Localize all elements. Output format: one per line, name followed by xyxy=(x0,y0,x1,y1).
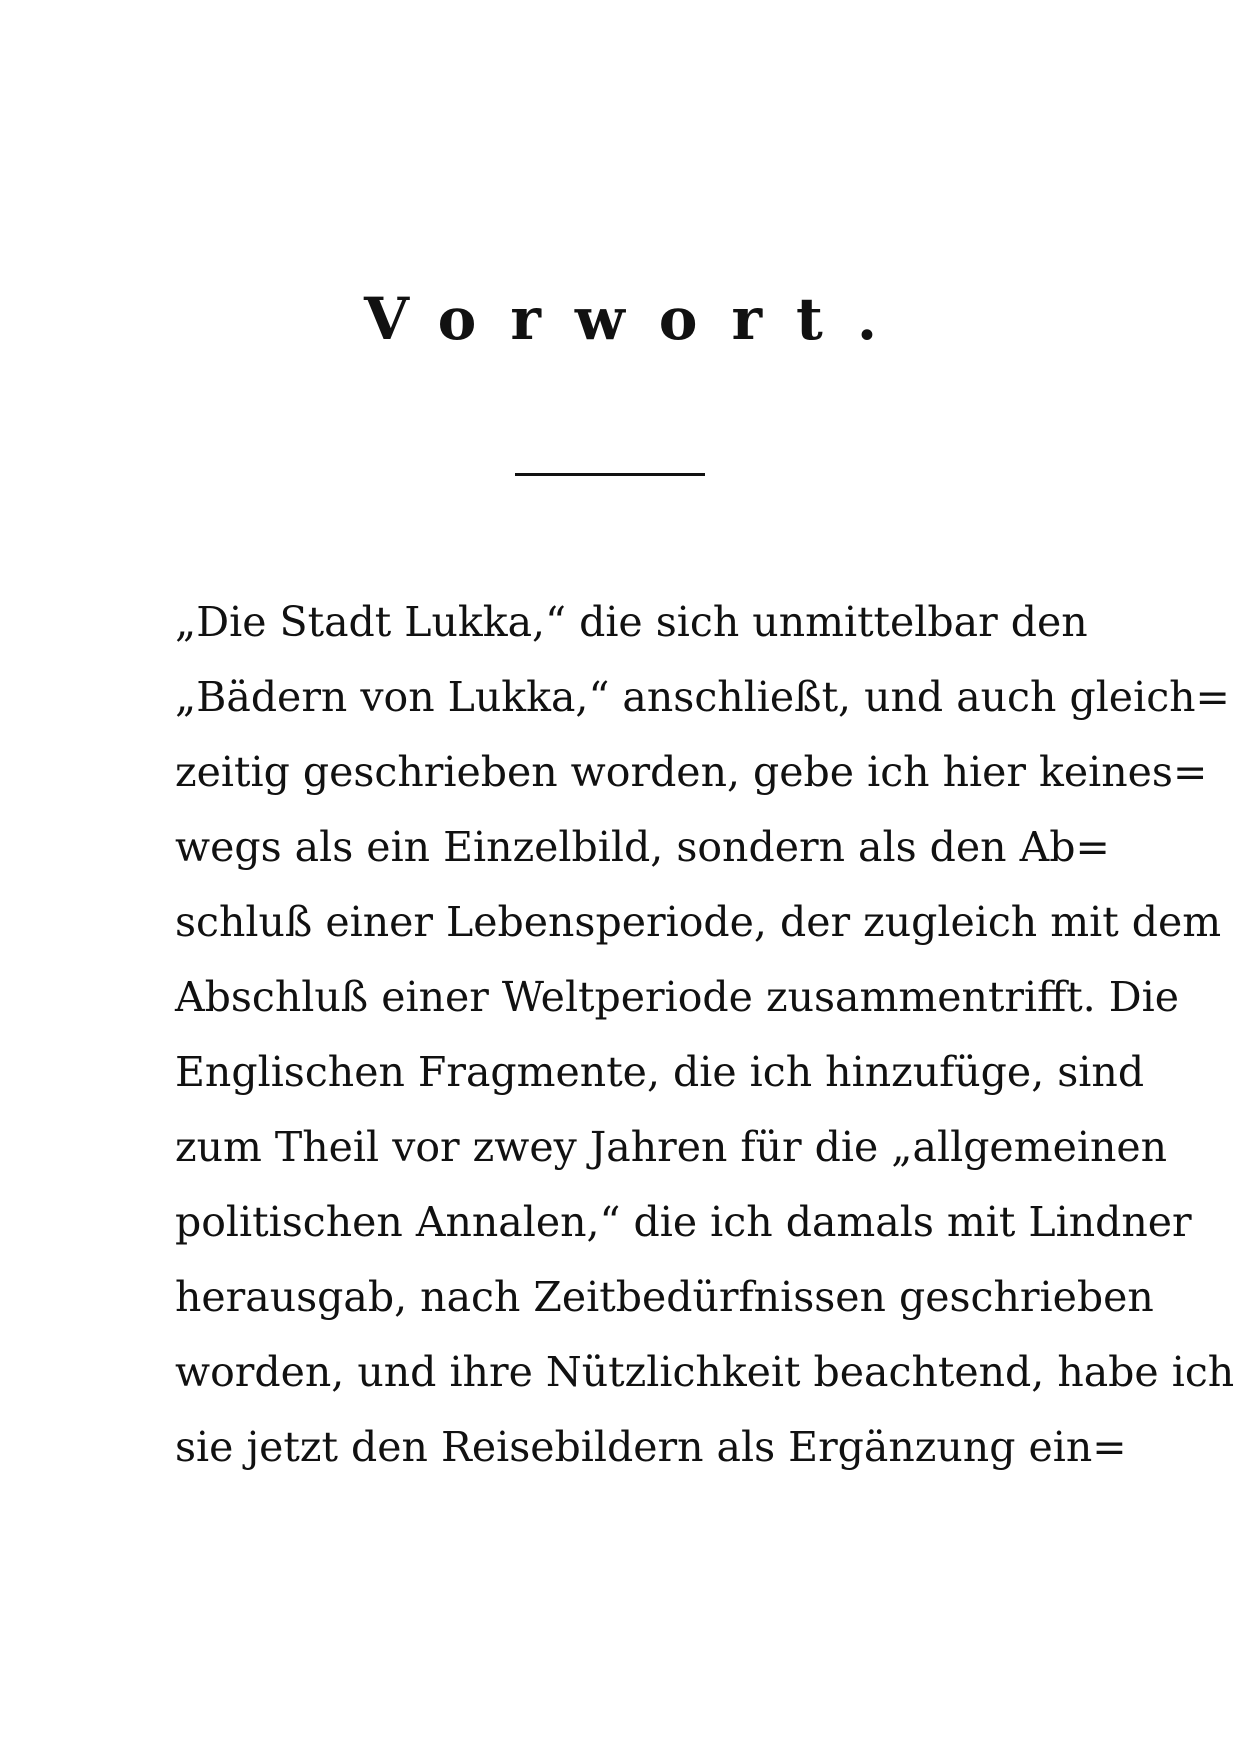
text-line: worden, und ihre Nützlichkeit beachtend, habe ich xyxy=(175,1348,1235,1396)
text-line: politischen Annalen,“ die ich damals mit Lindner xyxy=(175,1198,1192,1246)
body-paragraph xyxy=(175,585,1235,1485)
text-line: sie jetzt den Reisebildern als Ergänzung ein= xyxy=(175,1423,1127,1471)
page-title: Vorwort. xyxy=(363,285,912,353)
text-line: „Die Stadt Lukka,“ die sich unmittelbar den xyxy=(175,598,1088,646)
text-line: Abschluß einer Weltperiode zusammentrifft. Die xyxy=(175,973,1179,1021)
text-line: zeitig geschrieben worden, gebe ich hier keines= xyxy=(175,748,1208,796)
text-line: zum Theil vor zwey Jahren für die „allgemeinen xyxy=(175,1123,1168,1171)
text-line: herausgab, nach Zeitbedürfnissen geschrieben xyxy=(175,1273,1154,1321)
text-line: „Bädern von Lukka,“ anschließt, und auch gleich= xyxy=(175,673,1230,721)
text-line: Englischen Fragmente, die ich hinzufüge, sind xyxy=(175,1048,1145,1096)
text-line: wegs als ein Einzelbild, sondern als den Ab= xyxy=(175,823,1110,871)
text-line: schluß einer Lebensperiode, der zugleich mit dem xyxy=(175,898,1222,946)
title-divider xyxy=(515,473,705,476)
